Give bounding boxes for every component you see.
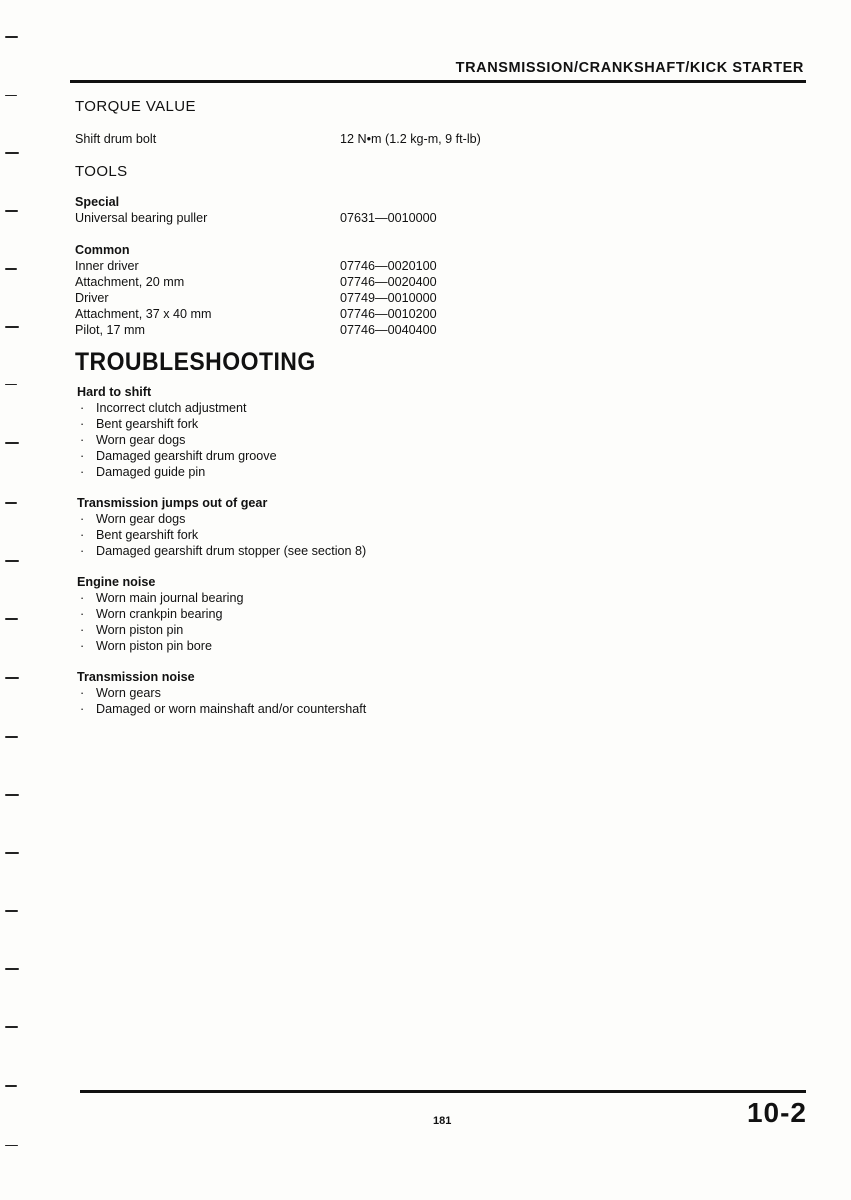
tool-name: Inner driver — [75, 259, 139, 273]
list-item: · Worn gear dogs — [80, 512, 186, 526]
list-item: · Worn gear dogs — [80, 433, 186, 447]
margin-mark — [5, 152, 19, 154]
margin-mark — [5, 1026, 18, 1028]
margin-mark — [5, 736, 18, 738]
tool-name: Driver — [75, 291, 109, 305]
margin-mark — [5, 442, 19, 444]
tool-name: Universal bearing puller — [75, 211, 208, 225]
tool-part-number: 07746—0020100 — [340, 259, 437, 273]
margin-mark — [5, 502, 17, 504]
tool-part-number: 07746—0040400 — [340, 323, 437, 337]
margin-mark — [5, 794, 19, 796]
list-item: · Worn piston pin bore — [80, 639, 212, 653]
list-item: · Worn piston pin — [80, 623, 184, 637]
list-item: · Damaged gearshift drum stopper (see section 8) — [80, 544, 367, 558]
margin-mark — [5, 268, 17, 270]
tool-part-number: 07631—0010000 — [340, 211, 437, 225]
tools-heading: TOOLS — [75, 163, 128, 180]
margin-mark — [5, 384, 17, 385]
tool-name: Attachment, 37 x 40 mm — [75, 307, 212, 321]
margin-mark — [5, 1085, 17, 1087]
header-rule — [70, 80, 806, 83]
torque-value-heading: TORQUE VALUE — [75, 98, 196, 115]
margin-mark — [5, 852, 19, 854]
footer-rule — [80, 1090, 806, 1093]
trouble-group-transmission-noise — [77, 669, 366, 717]
margin-mark — [5, 326, 19, 328]
margin-mark — [5, 968, 19, 970]
tools-common-label: Common — [75, 243, 130, 257]
list-item: · Worn crankpin bearing — [80, 607, 223, 621]
margin-mark — [5, 95, 17, 96]
list-item: · Worn main journal bearing — [80, 591, 244, 605]
margin-mark — [5, 36, 18, 38]
trouble-group-jumps-out-of-gear — [77, 495, 366, 559]
trouble-group-heading: Engine noise — [77, 575, 156, 589]
trouble-group-heading: Hard to shift — [77, 385, 152, 399]
list-item: · Bent gearshift fork — [80, 417, 199, 431]
tool-part-number: 07749—0010000 — [340, 291, 437, 305]
section-page-code: 10-2 — [746, 1097, 807, 1128]
margin-mark — [5, 210, 18, 212]
list-item: · Incorrect clutch adjustment — [80, 401, 247, 415]
tool-name: Pilot, 17 mm — [75, 323, 145, 337]
tools-special-label: Special — [75, 195, 120, 209]
trouble-group-engine-noise — [77, 574, 243, 654]
page-number: 181 — [433, 1115, 452, 1127]
tool-name: Attachment, 20 mm — [75, 275, 185, 289]
margin-mark — [5, 560, 19, 562]
troubleshooting-title: TROUBLESHOOTING — [75, 348, 316, 376]
trouble-group-hard-to-shift — [77, 384, 277, 480]
torque-item-value: 12 N•m (1.2 kg-m, 9 ft-lb) — [340, 132, 481, 146]
torque-item-name: Shift drum bolt — [75, 132, 157, 146]
margin-mark — [5, 1145, 18, 1146]
tool-part-number: 07746—0020400 — [340, 275, 437, 289]
trouble-group-heading: Transmission jumps out of gear — [77, 496, 268, 510]
margin-mark — [5, 618, 18, 620]
list-item: · Damaged guide pin — [80, 465, 206, 479]
list-item: · Worn gears — [80, 686, 161, 700]
list-item: · Damaged gearshift drum groove — [80, 449, 277, 463]
trouble-group-heading: Transmission noise — [77, 670, 195, 684]
margin-mark — [5, 677, 19, 679]
page-header-title: TRANSMISSION/CRANKSHAFT/KICK STARTER — [455, 60, 804, 76]
list-item: · Damaged or worn mainshaft and/or countershaft — [80, 702, 367, 716]
list-item: · Bent gearshift fork — [80, 528, 199, 542]
margin-mark — [5, 910, 18, 912]
tool-part-number: 07746—0010200 — [340, 307, 437, 321]
